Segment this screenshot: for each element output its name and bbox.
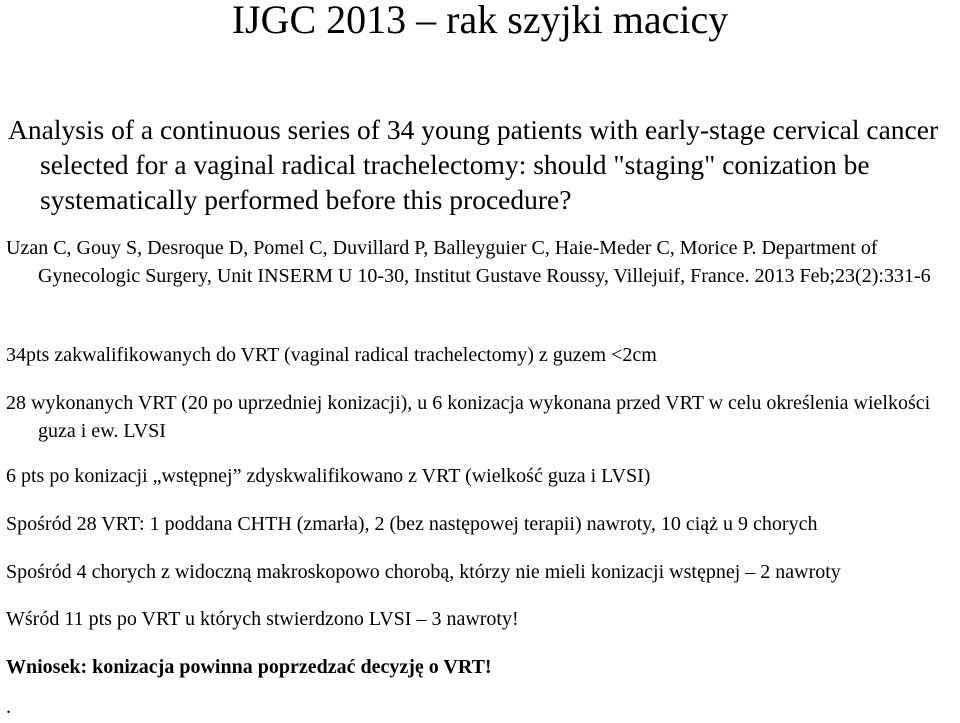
point-4: Spośród 28 VRT: 1 poddana CHTH (zmarła), 2 (bez następowej terapii) nawroty, 10 ciąż u 9 chorych [6,513,818,535]
trailing-mark: . [6,696,11,718]
point-5: Spośród 4 chorych z widoczną makroskopowo chorobą, którzy nie mieli konizacji wstępnej – 2 nawroty [6,561,841,583]
point-3: 6 pts po konizacji „wstępnej” zdyskwalifikowano z VRT (wielkość guza i LVSI) [6,465,651,487]
slide-title: IJGC 2013 – rak szyjki macicy [231,0,729,42]
citation: Uzan C, Gouy S, Desroque D, Pomel C, Duvillard P, Balleyguier C, Haie-Meder C, Morice P. Department of Gynecologic Surgery, Unit INSERM U 10-30, Institut Gustave Roussy, Villejuif, France. 2013 Feb;23(2):331-6 [6,237,931,287]
point-1: 34pts zakwalifikowanych do VRT (vaginal radical trachelectomy) z guzem <2cm [6,344,657,366]
abstract-title: Analysis of a continuous series of 34 young patients with early-stage cervical cancer selected for a vaginal radical trachelectomy: should "staging" conization be systematically performed before this procedure? [8,114,939,215]
point-6: Wśród 11 pts po VRT u których stwierdzono LVSI – 3 nawroty! [6,608,519,630]
point-2: 28 wykonanych VRT (20 po uprzedniej konizacji), u 6 konizacja wykonana przed VRT w celu określenia wielkości guza i ew. LVSI [6,392,931,442]
conclusion: Wniosek: konizacja powinna poprzedzać decyzję o VRT! [6,656,492,678]
